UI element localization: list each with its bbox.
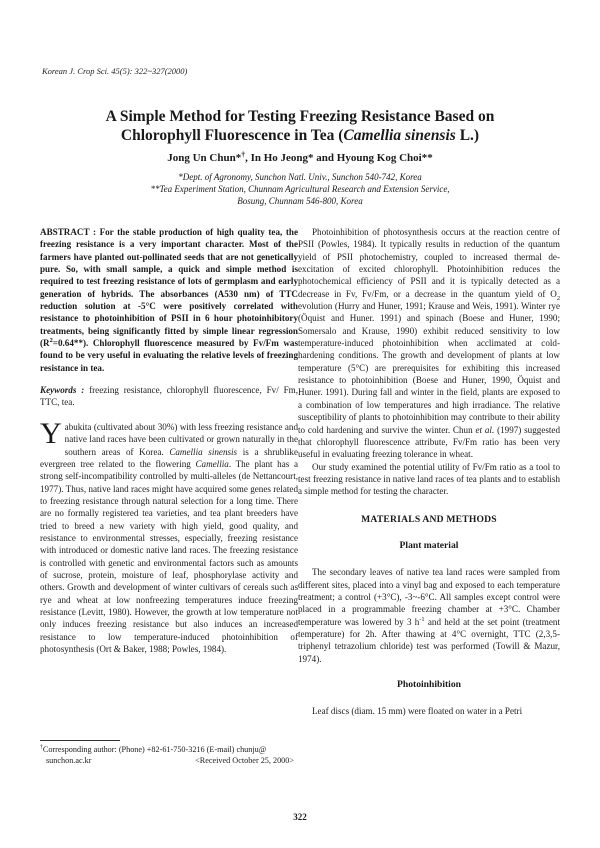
footnote-line-2	[40, 755, 294, 766]
title-line-2	[40, 126, 560, 145]
abstract-sup: 2	[49, 337, 53, 345]
footnote	[40, 744, 294, 766]
footnote-contact: Corresponding author: (Phone) +82-61-750-3216 (E-mail) chunju@	[42, 745, 267, 754]
footnote-line-1	[40, 744, 294, 755]
right-column	[298, 226, 560, 718]
abstract-text-a: ABSTRACT : For the stable production of high quality tea, the freezing resistance is a very important character. Most of the farmers have planted out-pollinated seeds that are not genetically pure. So, with small sample, a quick and simple method is required to test freezing resistance of lots of germplasm and early generation of hybrids. The absorbances (A530 nm) of TTC reduction solution at -5°C were positively correlated with resistance to photoinhibition of PSII in 6 hour photoinhibitory treatments, being significantly fitted by simple linear regression (R	[40, 227, 298, 349]
left-column	[40, 226, 298, 655]
p2-text-b: evolution (Hurry and Huner, 1991; Krause and Weis, 1991). Winter rye (Öquist and Huner. 1991) and spinach (Boese and Huner, 1990; Somersalo and Krause, 1990) exhibit reduced sensitivity to low temperature-induced photoinhibition when acclimated at cold-hardening conditions. The growth and development of plants at low temperature (5°C) are prerequisites for exhibiting this increased resistance to photoinhibition (Boese and Huner, 1990, Öquist and Huner. 1991). During fall and winter in the field, plants are exposed to a combination of low temperatures and high irradiance. The relative susceptibility of plants to photoinhibition may contribute to their ability to cold hardening and survive the winter. Chun	[298, 301, 560, 435]
title-line-1: A Simple Method for Testing Freezing Resistance Based on	[105, 108, 495, 125]
affiliations	[40, 171, 560, 207]
footnote-mark: †	[40, 744, 43, 751]
section-heading: MATERIALS AND METHODS	[361, 513, 497, 525]
intro-text-c: . The plant has a strong self-incompatibility controlled by multi-alleles (de Nettancourt, 1977). Thus, native land races might have acquired some genes related to freezing resistance through natural selection for a long time. There are no formally registered tea varieties, and tea plant breeders have tried to breed a new variety with high yield, good quality, and resistance to environmental stresses, especially, freezing resistance with introduced or domestic native land races. The freezing resistance is controlled with genetic and environmental factors such as amounts of sucrose, protein, moisture of leaf, phosphorylase activity and others. Growth and development of winter cultivars of cereals such as rye and wheat at low nonfreezing temperatures induce freezing resistance (Levitt, 1980). However, the growth at low temperature not only induces freezing resistance but also induces an increased resistance to low temperature-induced photoinhibition of photosynthesis (Ort & Baker, 1988; Powles, 1984).	[40, 458, 298, 654]
affiliation-2: **Tea Experiment Station, Chunnam Agricultural Research and Extension Service,	[150, 184, 450, 194]
journal-reference: Korean J. Crop Sci. 45(5): 322~327(2000)	[42, 66, 188, 76]
p2-sub: 2	[556, 294, 560, 302]
author-1: Jong Un Chun*	[167, 152, 242, 164]
p2-italic: et al.	[475, 424, 495, 435]
abstract	[40, 226, 298, 374]
author-2-3: , In Ho Jeong* and Hyoung Kog Choi**	[245, 152, 433, 164]
p2-text-a: Photoinhibition of photosynthesis occurs at the reaction centre of PSII (Powles, 1984). It typically results in reduction of the quantum yield of PSII photochemistry, coupled to increased thermal de-excitation of excited chlorophyll. Photoinhibition reduces the photochemical efficiency of PSII and it is typically detected as a decrease in Fv, Fv/Fm, or a decrease in the quantum yield of O	[298, 227, 560, 299]
intro-text-a: abukita (cultivated about 30%) with less freezing resistance and native land races have been cultivated or grown naturally in the southern areas of Korea.	[64, 421, 298, 457]
footnote-divider	[40, 740, 120, 741]
affiliation-1: *Dept. of Agronomy, Sunchon Natl. Univ., Sunchon 540-742, Korea	[178, 172, 422, 182]
plant-material-paragraph	[298, 566, 560, 665]
page-number: 322	[293, 812, 307, 822]
photoinhibition-paragraph	[298, 226, 560, 461]
subheading-photoinhibition: Photoinhibition	[397, 679, 461, 690]
abstract-text-b: =0.64**). Chlorophyll fluorescence measured by Fv/Fm was found to be very useful in evaluating the relative levels of freezing resistance in tea.	[40, 338, 298, 373]
corresponding-mark: †	[241, 149, 246, 159]
affiliation-3: Bosung, Chunnam 546-800, Korea	[237, 196, 363, 206]
received-date: <Received October 25, 2000>	[195, 756, 294, 765]
drop-cap: Y	[40, 416, 62, 450]
paper-title	[40, 107, 560, 145]
keywords	[40, 384, 298, 409]
keywords-label: Keywords :	[40, 385, 85, 396]
title-line-2-b: L.)	[455, 127, 480, 144]
title-line-2-a: Chlorophyll Fluorescence in Tea (	[120, 127, 344, 144]
intro-italic-2: Camellia	[195, 458, 229, 469]
p4-text-b: and held at the set point (treatment temperature) for 2h. After thawing at 4°C overnight, TTC (2,3,5-triphenyl tetrazolium chloride) test was performed (Towill & Mazur, 1974).	[298, 616, 560, 664]
intro-paragraph	[40, 416, 298, 656]
title-species: Camellia sinensis	[343, 127, 456, 144]
study-aim-paragraph: Our study examined the potential utility of Fv/Fm ratio as a tool to test freezing resistance in native land races of tea plants and to establish a simple method for testing the character.	[298, 461, 560, 497]
intro-text-b: is a shrublike evergreen tree related to the flowering	[40, 446, 298, 469]
p4-sup: -1	[419, 615, 425, 623]
intro-italic-1: Camellia sinensis	[169, 446, 238, 457]
footnote-email-domain: sunchon.ac.kr	[46, 756, 92, 765]
subheading-plant-material: Plant material	[399, 539, 459, 551]
p4-text-a: The secondary leaves of native tea land races were sampled from different sites, placed into a vinyl bag and exposed to each temperature treatment; a control (+3°C), -3~-6°C. All samples except control were placed in a programmable freezing chamber at +3°C. Chamber temperature was lowered by 3 h	[298, 567, 560, 627]
keywords-text: freezing resistance, chlorophyll fluorescence, Fv/ Fm, TTC, tea.	[40, 385, 298, 408]
p2-text-c: (1997) suggested that chlorophyll fluorescence attribute, Fv/Fm ratio has been very useful in evaluating freezing tolerance in wheat.	[298, 424, 561, 460]
photoinhibition-method-paragraph: Leaf discs (diam. 15 mm) were floated on water in a Petri	[312, 706, 523, 717]
author-list	[40, 149, 560, 164]
